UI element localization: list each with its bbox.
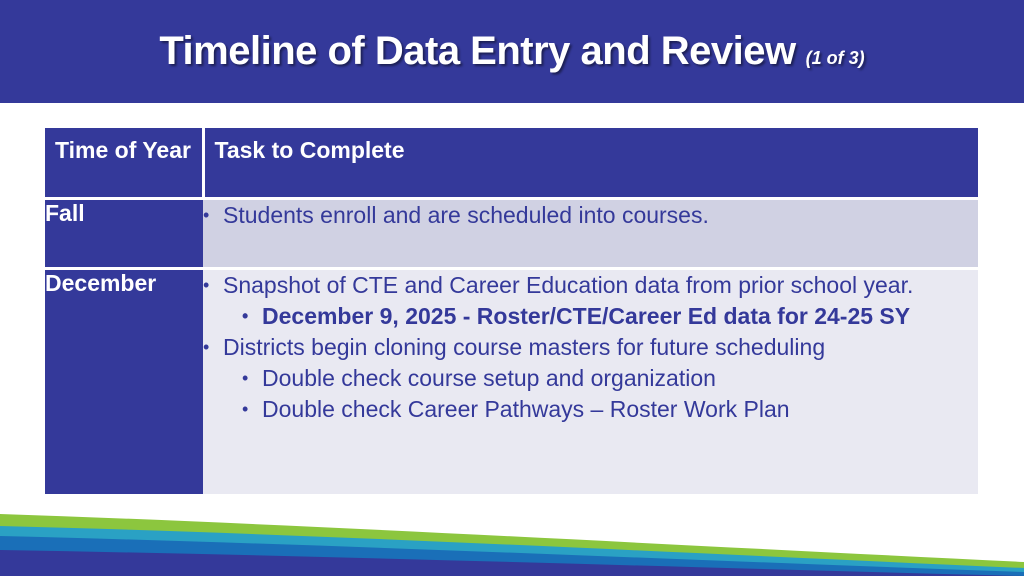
page-title (159, 29, 864, 74)
table-header-row (45, 128, 978, 198)
title-page-indicator: (1 of 3) (805, 48, 865, 68)
table-row (45, 268, 978, 494)
column-header-task: Task to Complete (203, 128, 978, 198)
title-bar (0, 0, 1024, 103)
sub-list-item: • December 9, 2025 - Roster/CTE/Career Ed data for 24-25 SY (242, 301, 978, 332)
list-item (203, 332, 978, 425)
list-item-text: Districts begin cloning course masters for future scheduling (223, 333, 826, 360)
list-item (203, 270, 978, 332)
list-item: • Students enroll and are scheduled into courses. (203, 200, 978, 231)
row-label-fall: Fall (45, 198, 203, 268)
sub-task-list (242, 301, 978, 332)
column-header-time: Time of Year (45, 128, 203, 198)
sub-task-list (242, 363, 978, 425)
task-list (203, 270, 978, 425)
timeline-table (45, 128, 978, 494)
title-text: Timeline of Data Entry and Review (159, 29, 796, 73)
task-cell (203, 198, 978, 268)
task-list (203, 200, 978, 231)
row-label-december: December (45, 268, 203, 494)
sub-list-item: • Double check course setup and organization (242, 363, 978, 394)
list-item-text: Snapshot of CTE and Career Education data from prior school year. (223, 271, 914, 298)
footer-swoosh (0, 514, 1024, 576)
task-cell (203, 268, 978, 494)
sub-list-item: • Double check Career Pathways – Roster Work Plan (242, 394, 978, 425)
table-row (45, 198, 978, 268)
